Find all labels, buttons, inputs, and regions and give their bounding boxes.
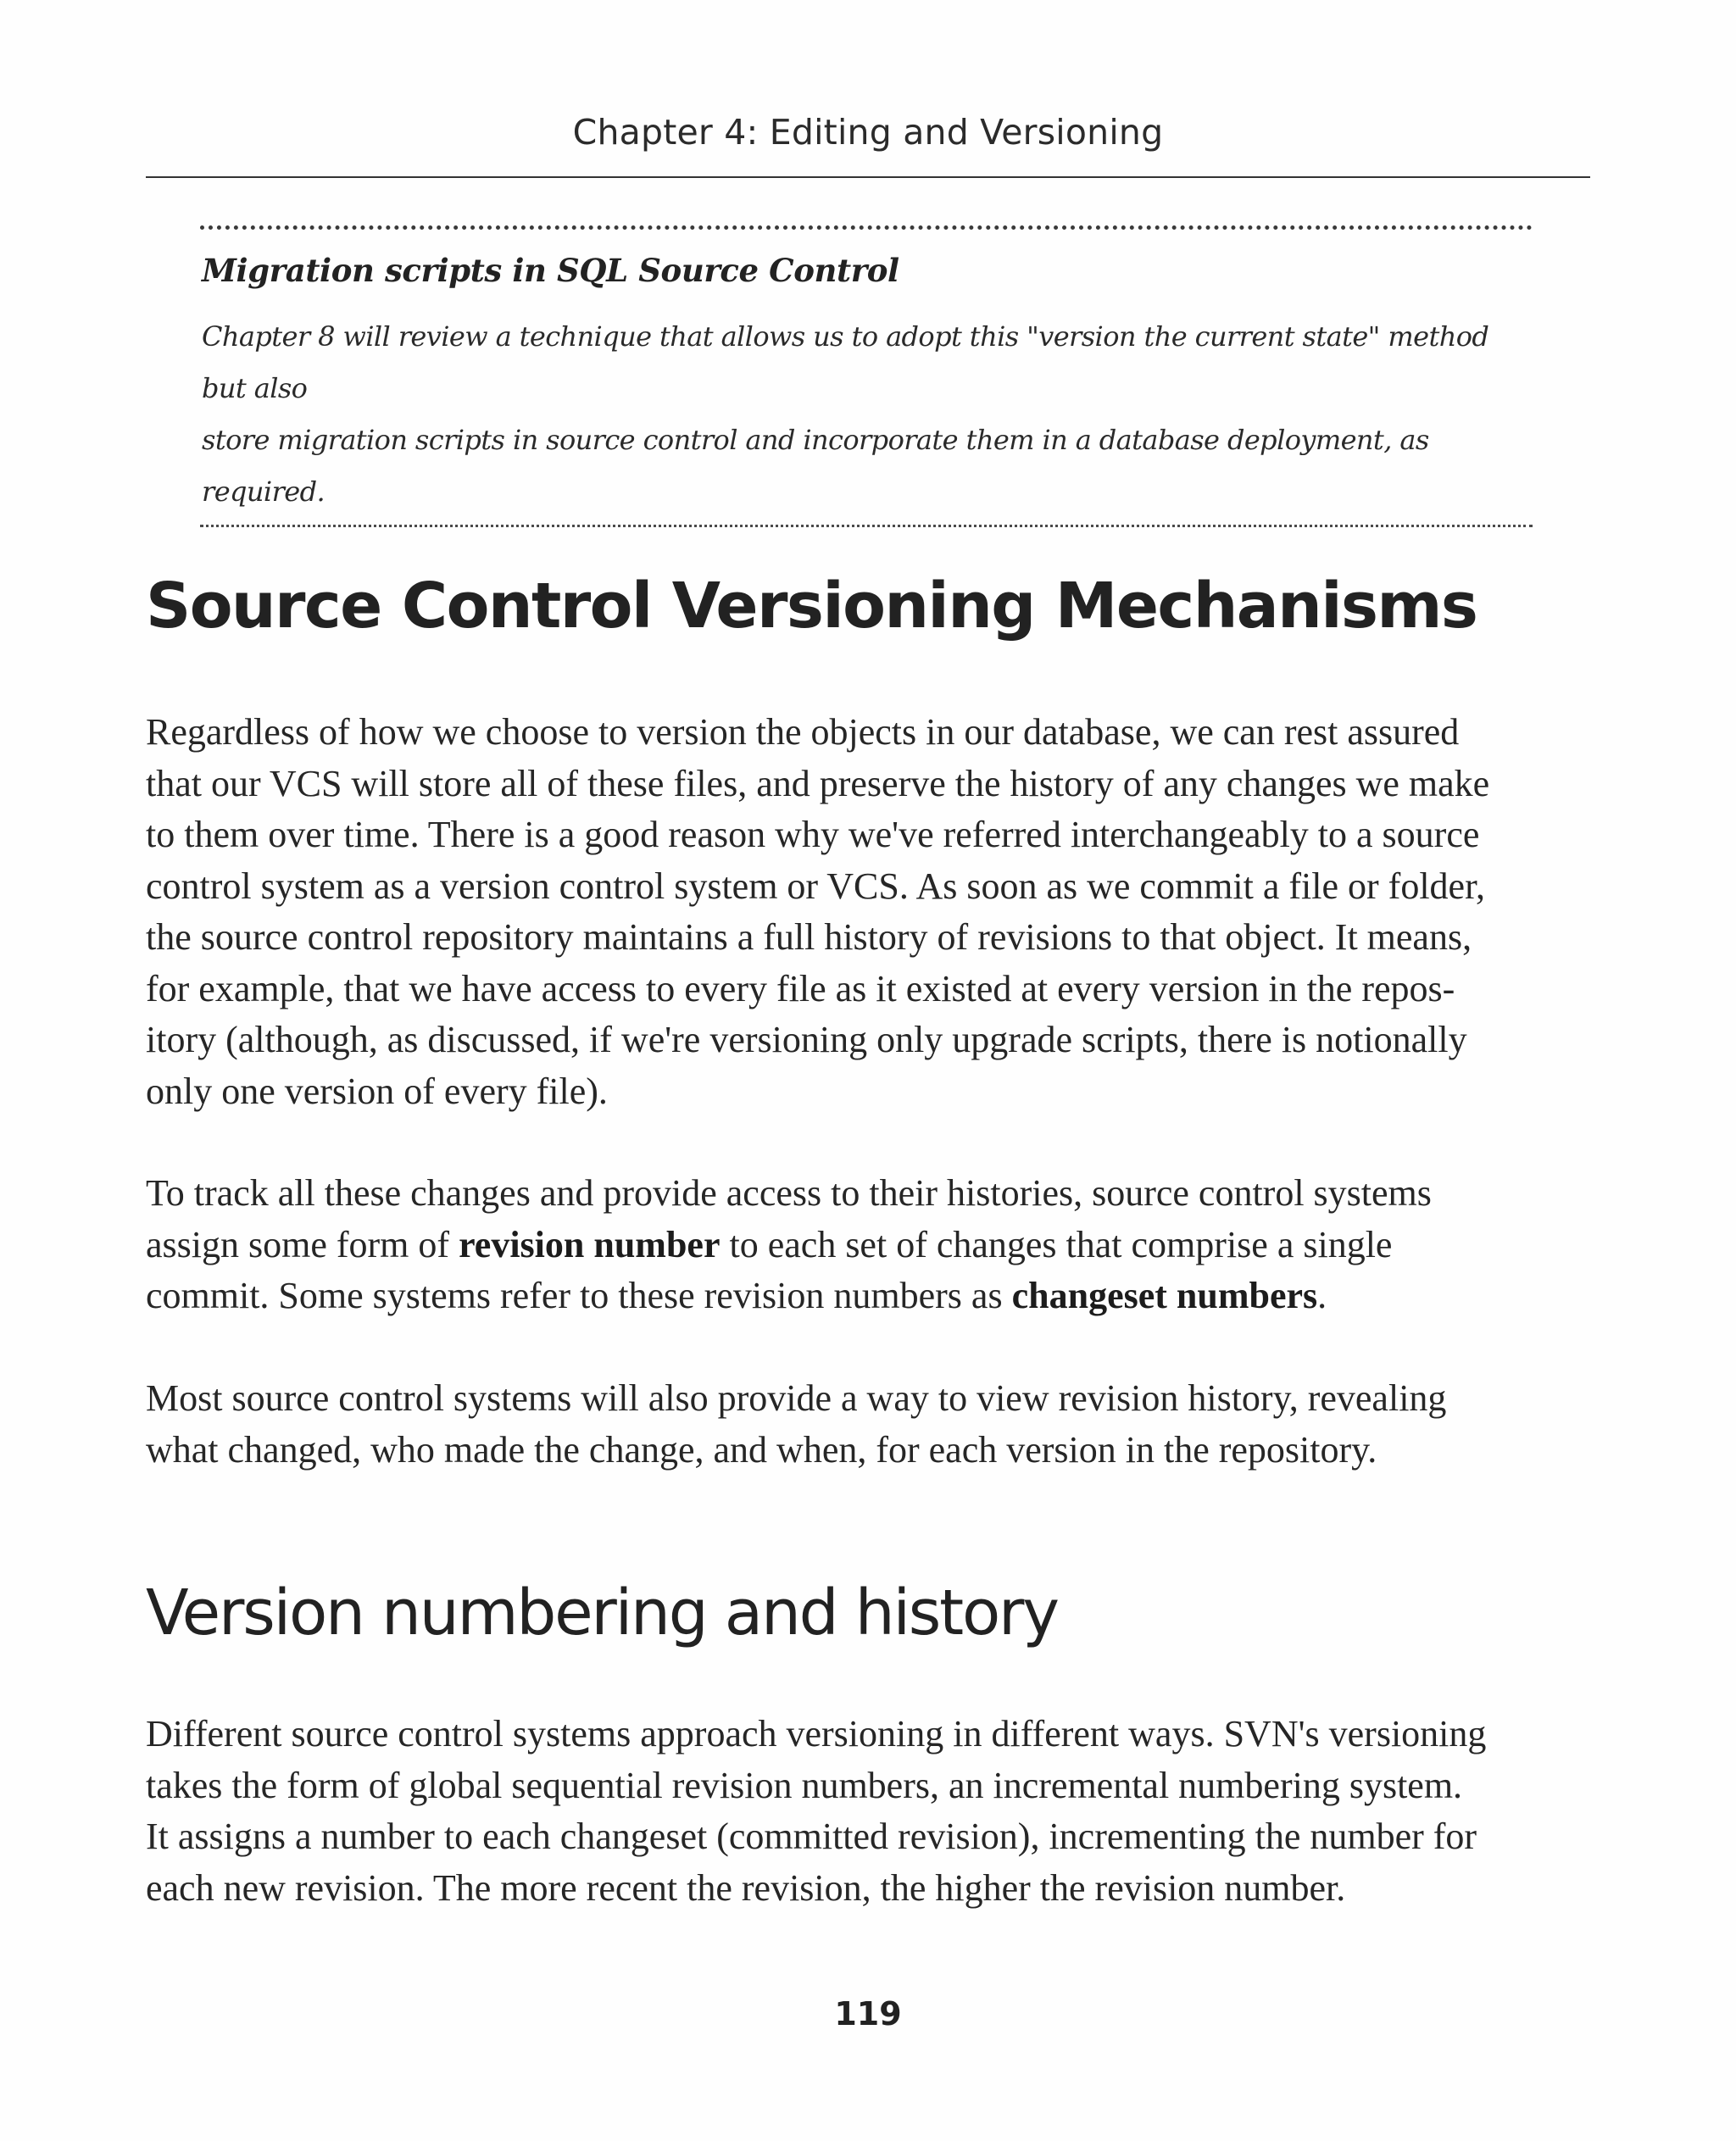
callout-line: Chapter 8 will review a technique that allows us to adopt this "version the current state" method but also <box>202 320 1489 404</box>
callout-line: store migration scripts in source control and incorporate them in a database deployment, as required. <box>202 424 1429 508</box>
callout-bottom-dotted-rule <box>200 525 1533 527</box>
paragraph-versioning-overview <box>146 707 1600 1117</box>
text-line: Most source control systems will also provide a way to view revision history, revealing <box>146 1377 1447 1419</box>
bold-term-changeset-numbers: changeset numbers <box>1011 1275 1318 1316</box>
section-title: Source Control Versioning Mechanisms <box>146 570 1477 642</box>
text-line: what changed, who made the change, and when, for each version in the repository. <box>146 1428 1377 1471</box>
page-number: 119 <box>834 1995 902 2033</box>
header-rule <box>146 176 1590 178</box>
text-line: only one version of every file). <box>146 1070 608 1112</box>
paragraph-svn-versioning <box>146 1709 1600 1914</box>
callout-body <box>202 311 1533 518</box>
text-line: the source control repository maintains a full history of revisions to that object. It means, <box>146 916 1472 958</box>
text-line: takes the form of global sequential revision numbers, an incremental numbering system. <box>146 1764 1463 1806</box>
text-line: itory (although, as discussed, if we're versioning only upgrade scripts, there is notionally <box>146 1019 1467 1060</box>
text-line: for example, that we have access to every file as it existed at every version in the repos- <box>146 967 1455 1009</box>
text-line: Regardless of how we choose to version the objects in our database, we can rest assured <box>146 711 1460 753</box>
text-segment: to each set of changes that comprise a single <box>720 1223 1393 1265</box>
text-line: It assigns a number to each changeset (committed revision), incrementing the number for <box>146 1816 1477 1857</box>
text-line: Different source control systems approach versioning in different ways. SVN's versioning <box>146 1713 1487 1755</box>
text-line: each new revision. The more recent the revision, the higher the revision number. <box>146 1866 1346 1909</box>
callout-title: Migration scripts in SQL Source Control <box>202 252 899 289</box>
text-segment: . <box>1317 1275 1327 1316</box>
callout-box <box>200 225 1533 527</box>
subsection-title: Version numbering and history <box>146 1577 1058 1649</box>
bold-term-revision-number: revision number <box>459 1223 721 1265</box>
text-line: To track all these changes and provide access to their histories, source control systems <box>146 1172 1432 1214</box>
paragraph-revision-numbers <box>146 1168 1600 1322</box>
text-line: that our VCS will store all of these files, and preserve the history of any changes we make <box>146 762 1490 804</box>
text-segment: commit. Some systems refer to these revision numbers as <box>146 1275 1012 1316</box>
text-line: control system as a version control system or VCS. As soon as we commit a file or folder, <box>146 865 1485 907</box>
text-line: to them over time. There is a good reason why we've referred interchangeably to a source <box>146 814 1480 855</box>
paragraph-revision-history <box>146 1373 1600 1476</box>
text-segment: assign some form of <box>146 1223 459 1265</box>
callout-top-dotted-rule <box>200 225 1533 230</box>
running-head: Chapter 4: Editing and Versioning <box>572 112 1164 153</box>
